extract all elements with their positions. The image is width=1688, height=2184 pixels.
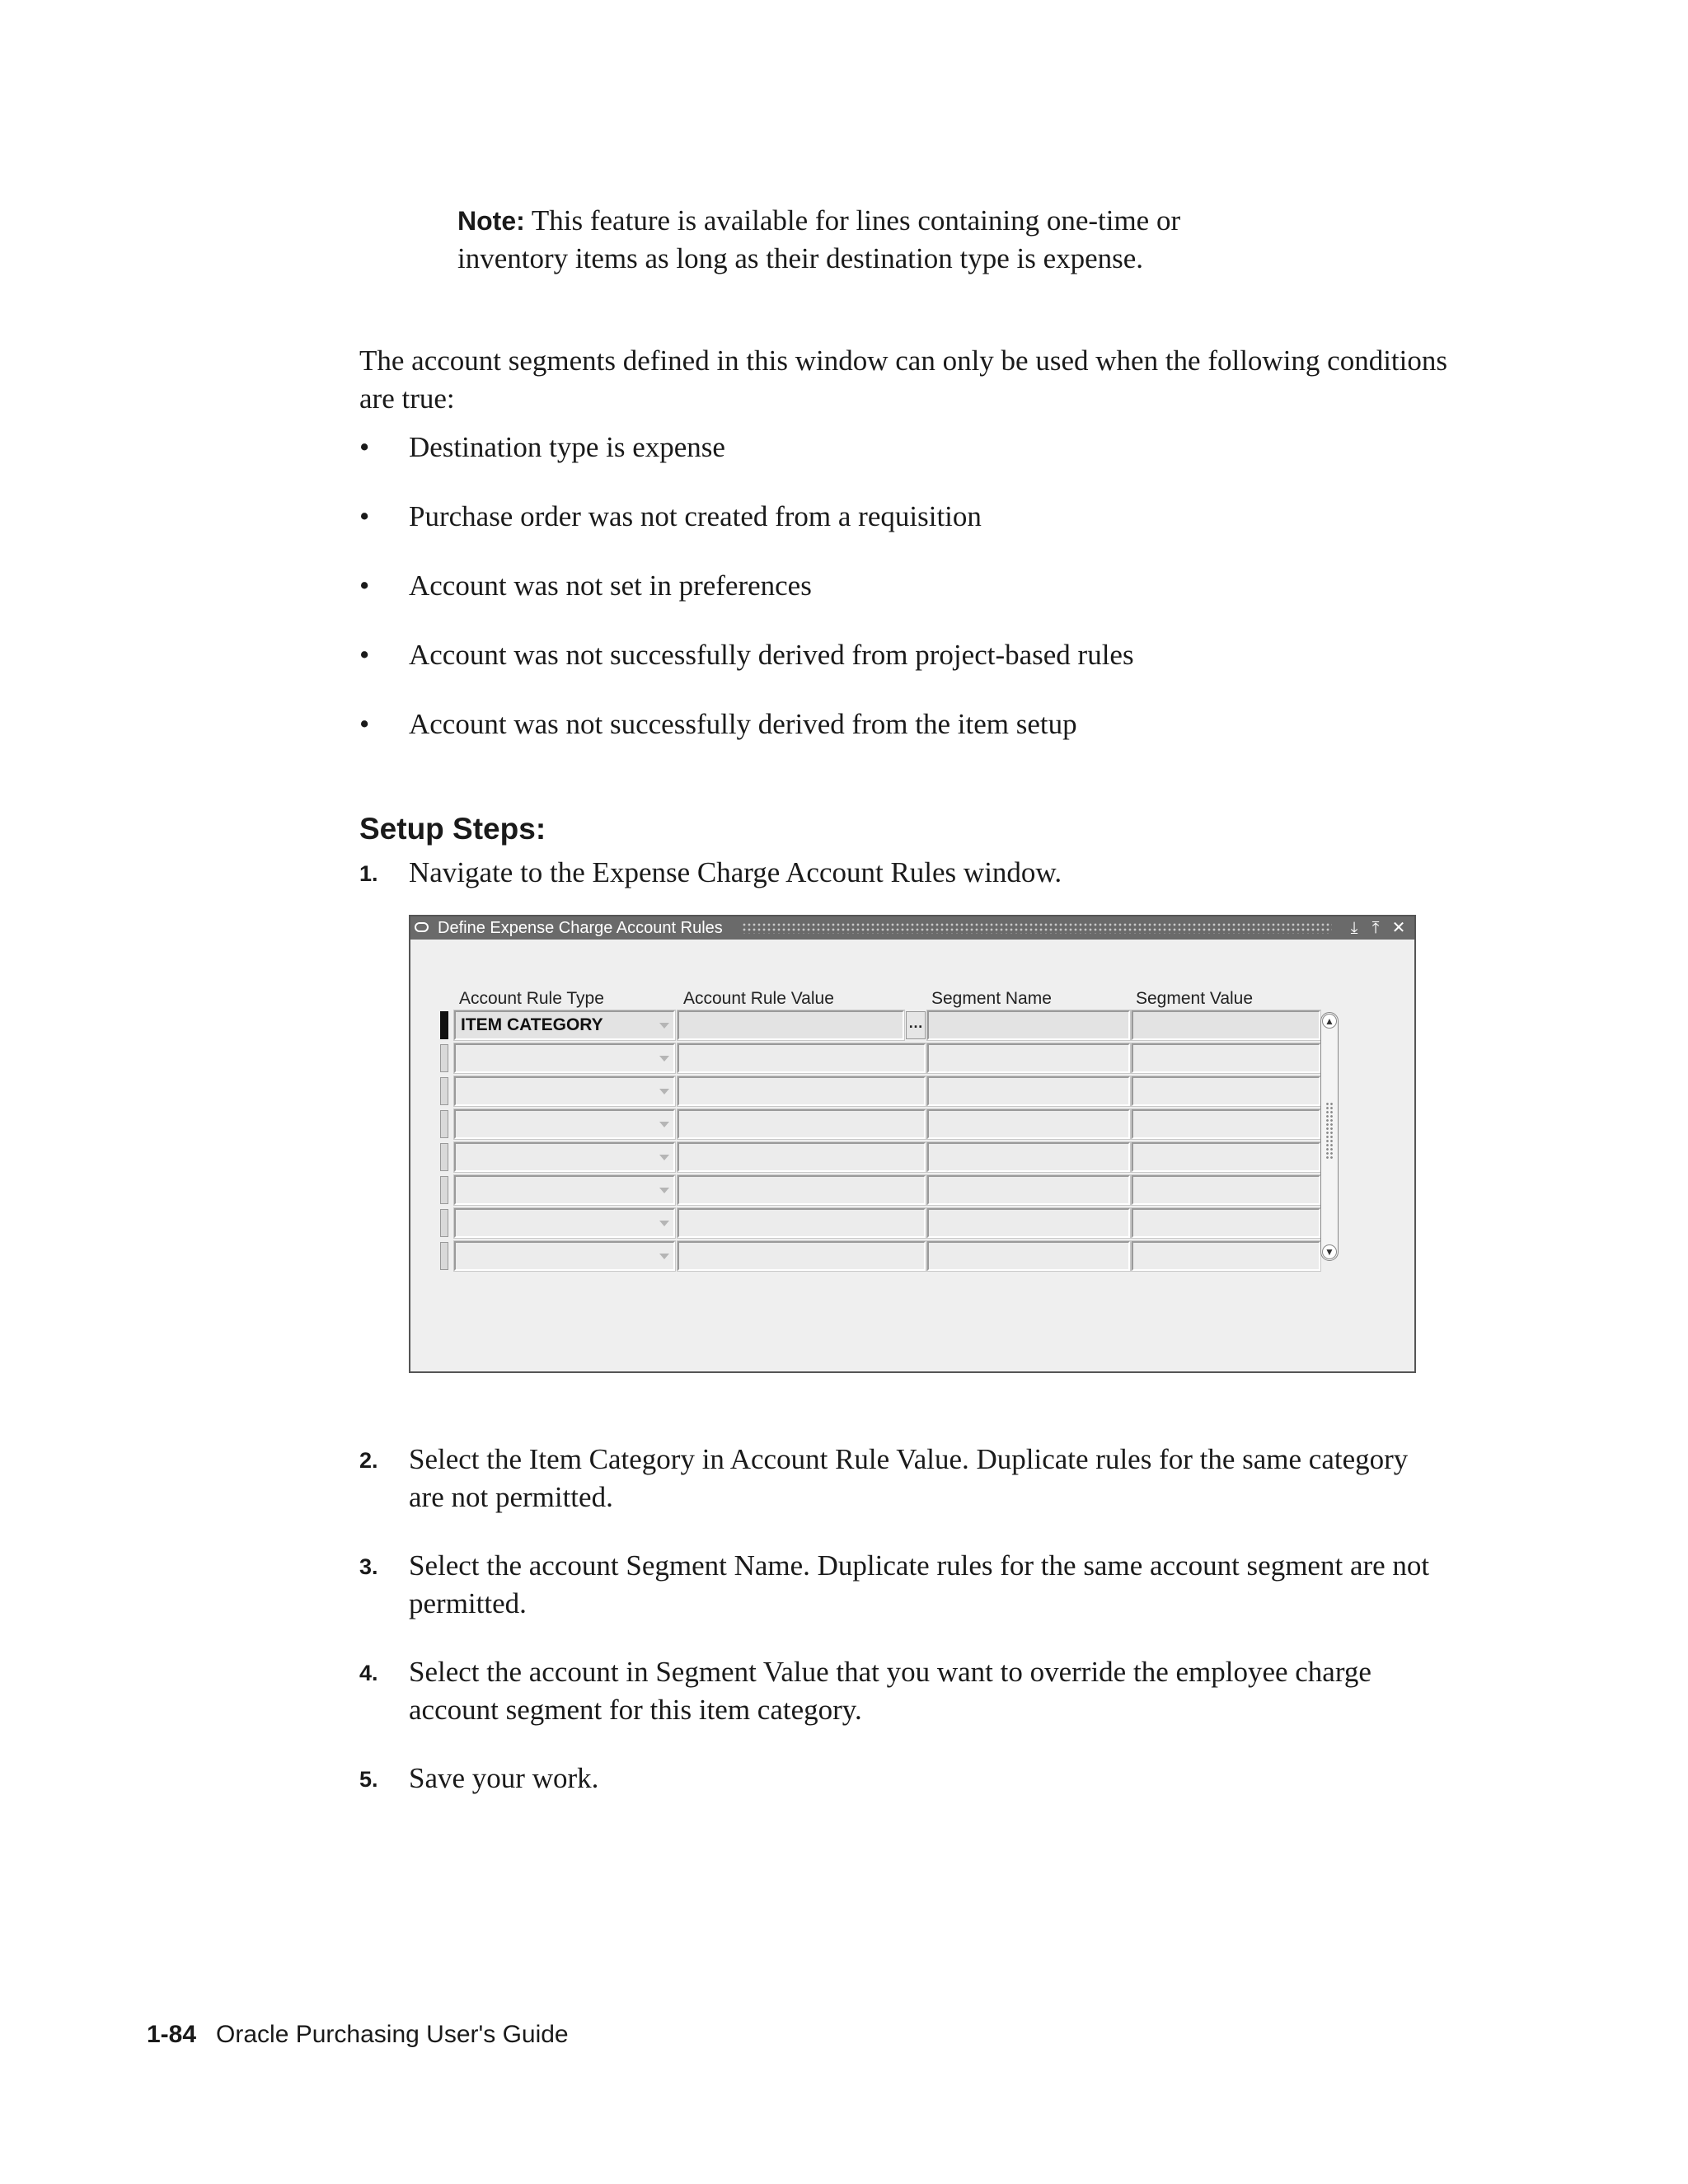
account-rule-type-field[interactable]: [454, 1142, 675, 1172]
step-5: [359, 1760, 1447, 1797]
window-oval-icon: [415, 922, 429, 932]
note-text: This feature is available for lines containing one-time or inventory items as long as their destination type is expense.: [457, 204, 1181, 274]
page-number: 1-84: [147, 2021, 197, 2048]
segment-name-field[interactable]: [927, 1241, 1130, 1271]
condition-item: • Destination type is expense: [359, 429, 1134, 498]
condition-item: • Purchase order was not created from a requisition: [359, 498, 1134, 567]
condition-item: • Account was not successfully derived from the item setup: [359, 705, 1134, 775]
dropdown-arrow-icon[interactable]: [659, 1188, 669, 1193]
segment-name-field[interactable]: [927, 1175, 1130, 1205]
dropdown-arrow-icon[interactable]: [659, 1056, 669, 1062]
account-rule-value-field[interactable]: [678, 1076, 926, 1106]
record-indicator[interactable]: [440, 1176, 448, 1204]
record-indicator[interactable]: [440, 1143, 448, 1171]
account-rule-value-field[interactable]: [678, 1175, 926, 1205]
segment-value-field[interactable]: [1132, 1109, 1320, 1139]
record-indicator-current[interactable]: [440, 1011, 448, 1039]
account-rule-value-field[interactable]: [678, 1109, 926, 1139]
account-rule-type-field[interactable]: [454, 1076, 675, 1106]
step-number: 3.: [359, 1554, 378, 1579]
step-2: [359, 1441, 1447, 1516]
segment-value-field[interactable]: [1132, 1010, 1320, 1040]
step-text: Save your work.: [409, 1762, 599, 1794]
step-1: [359, 854, 1447, 892]
dropdown-arrow-icon[interactable]: [659, 1023, 669, 1029]
dropdown-arrow-icon[interactable]: [659, 1221, 669, 1226]
account-rule-value-field[interactable]: [678, 1241, 926, 1271]
col-header-segment-name: Segment Name: [931, 989, 1052, 1008]
segment-value-field[interactable]: [1132, 1241, 1320, 1271]
step-text: Select the Item Category in Account Rule Value. Duplicate rules for the same category are not permitted.: [409, 1443, 1409, 1513]
step-3: [359, 1547, 1447, 1623]
segment-value-field[interactable]: [1132, 1043, 1320, 1073]
step-4: [359, 1653, 1447, 1729]
segment-name-field[interactable]: [927, 1142, 1130, 1172]
record-indicator[interactable]: [440, 1110, 448, 1138]
step-number: 5.: [359, 1767, 378, 1792]
segment-value-field[interactable]: [1132, 1076, 1320, 1106]
account-rule-type-field[interactable]: [454, 1241, 675, 1271]
col-header-account-rule-value: Account Rule Value: [683, 989, 834, 1008]
account-rule-type-value: ITEM CATEGORY: [461, 1015, 603, 1034]
setup-steps-heading: Setup Steps:: [359, 812, 546, 846]
record-indicator[interactable]: [440, 1044, 448, 1072]
account-rule-type-field[interactable]: [454, 1010, 675, 1040]
segment-name-field[interactable]: [927, 1076, 1130, 1106]
step-text: Select the account Segment Name. Duplicate rules for the same account segment are not permitted.: [409, 1549, 1430, 1619]
segment-value-field[interactable]: [1132, 1208, 1320, 1238]
step-text: Navigate to the Expense Charge Account Rules window.: [409, 856, 1062, 888]
account-rule-value-field[interactable]: [678, 1043, 926, 1073]
account-rule-value-field[interactable]: [678, 1010, 904, 1040]
dropdown-arrow-icon[interactable]: [659, 1089, 669, 1094]
close-icon[interactable]: ✕: [1391, 919, 1406, 937]
window-title: Define Expense Charge Account Rules: [438, 919, 723, 937]
account-rule-value-field[interactable]: [678, 1142, 926, 1172]
dropdown-arrow-icon[interactable]: [659, 1254, 669, 1259]
window-title-bar[interactable]: [410, 916, 1414, 940]
guide-title: Oracle Purchasing User's Guide: [216, 2021, 569, 2048]
dropdown-arrow-icon[interactable]: [659, 1155, 669, 1160]
account-rule-type-field[interactable]: [454, 1043, 675, 1073]
record-indicator[interactable]: [440, 1242, 448, 1270]
col-header-account-rule-type: Account Rule Type: [459, 989, 604, 1008]
record-indicator[interactable]: [440, 1077, 448, 1105]
segment-value-field[interactable]: [1132, 1142, 1320, 1172]
minimize-icon[interactable]: ⤓: [1350, 919, 1358, 937]
vertical-scrollbar[interactable]: [1320, 1012, 1339, 1261]
title-bar-grip: [742, 922, 1332, 934]
step-number: 2.: [359, 1448, 378, 1473]
account-rule-value-field[interactable]: [678, 1208, 926, 1238]
scroll-grip[interactable]: [1325, 1102, 1334, 1160]
segment-name-field[interactable]: [927, 1010, 1130, 1040]
expense-charge-rules-window: [409, 915, 1416, 1373]
step-number: 1.: [359, 861, 378, 886]
account-rule-type-field[interactable]: [454, 1175, 675, 1205]
lov-button[interactable]: …: [906, 1011, 926, 1039]
step-number: 4.: [359, 1661, 378, 1685]
condition-item: • Account was not successfully derived from project-based rules: [359, 636, 1134, 705]
maximize-icon[interactable]: ⤒: [1372, 919, 1380, 937]
intro-paragraph: The account segments defined in this window can only be used when the following conditions are true:: [359, 344, 1448, 415]
segment-name-field[interactable]: [927, 1208, 1130, 1238]
scroll-down-icon[interactable]: ▼: [1322, 1244, 1337, 1259]
account-rule-type-field[interactable]: [454, 1208, 675, 1238]
record-indicator[interactable]: [440, 1209, 448, 1237]
note: [457, 202, 1282, 278]
page-footer: [147, 2021, 569, 2049]
account-rule-type-field[interactable]: [454, 1109, 675, 1139]
step-text: Select the account in Segment Value that you want to override the employee charge account segment for this item category.: [409, 1656, 1372, 1726]
conditions-list: [359, 429, 1134, 775]
scroll-up-icon[interactable]: ▲: [1322, 1014, 1337, 1029]
segment-name-field[interactable]: [927, 1043, 1130, 1073]
col-header-segment-value: Segment Value: [1136, 989, 1254, 1008]
note-label: Note:: [457, 206, 525, 236]
segment-value-field[interactable]: [1132, 1175, 1320, 1205]
dropdown-arrow-icon[interactable]: [659, 1122, 669, 1127]
segment-name-field[interactable]: [927, 1109, 1130, 1139]
condition-item: • Account was not set in preferences: [359, 567, 1134, 636]
